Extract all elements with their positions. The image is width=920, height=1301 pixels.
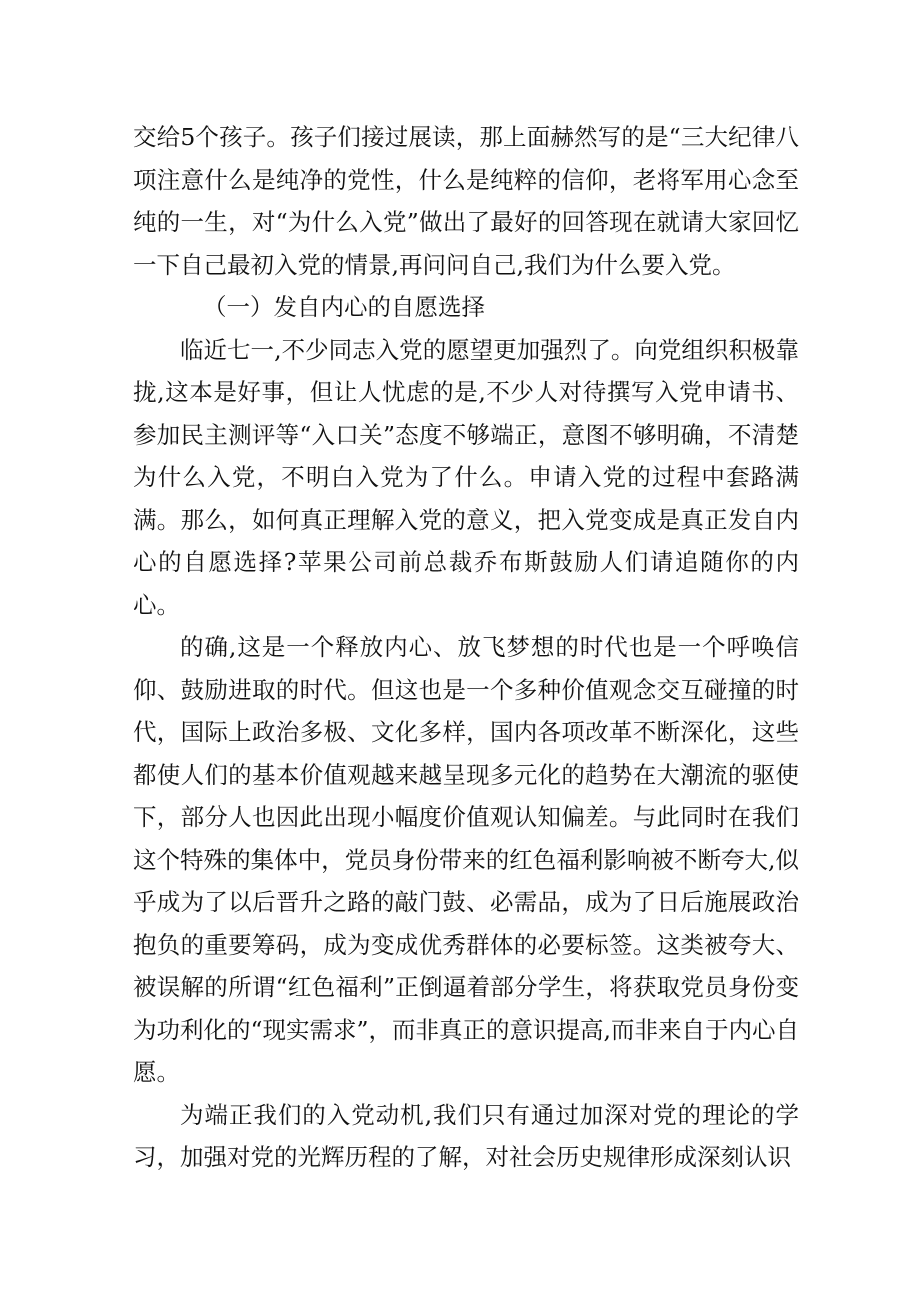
paragraph-body: 的确,这是一个释放内心、放飞梦想的时代也是一个呼唤信仰、鼓励进取的时代。但这也是一个多种价值观念交互碰撞的时代，国际上政治多极、文化多样，国内各项改革不断深化，这些都使人们的基本价值观越来越呈现多元化的趋势在大潮流的驱使下，部分人也因此出现小幅度价值观认知偏差。与此同时在我们这个特殊的集体中，党员身份带来的红色福利影响被不断夸大,似乎成为了以后晋升之路的敲门鼓、必需品，成为了日后施展政治抱负的重要筹码，成为变成优秀群体的必要标签。这类被夸大、被误解的所谓“红色福利”正倒逼着部分学生，将获取党员身份变为功利化的“现实需求”，而非真正的意识提高,而非来自于内心自愿。 bbox=[133, 633, 799, 1086]
section-heading: （一）发自内心的自愿选择 bbox=[203, 293, 485, 321]
paragraph-body: 临近七一,不少同志入党的愿望更加强烈了。向党组织积极靠拢,这本是好事，但让人忧虑的是,不少人对待撰写入党申请书、参加民主测评等“入口关”态度不够端正，意图不够明确，不清楚为什么入党，不明白入党为了什么。申请入党的过程中套路满满。那么，如何真正理解入党的意义，把入党变成是真正发自内心的自愿选择?苹果公司前总裁乔布斯鼓励人们请追随你的内心。 bbox=[133, 335, 799, 619]
paragraph-continuation: 交给5个孩子。孩子们接过展读，那上面赫然写的是“三大纪律八项注意什么是纯净的党性，什么是纯粹的信仰，老将军用心念至纯的一生，对“为什么入党”做出了最好的回答现在就请大家回忆一下自己最初入党的情景,再问问自己,我们为什么要入党。 bbox=[133, 123, 799, 279]
body-text-block bbox=[133, 116, 799, 1179]
paragraph-body: 为端正我们的入党动机,我们只有通过加深对党的理论的学习，加强对党的光辉历程的了解，对社会历史规律形成深刻认识 bbox=[133, 1100, 799, 1171]
